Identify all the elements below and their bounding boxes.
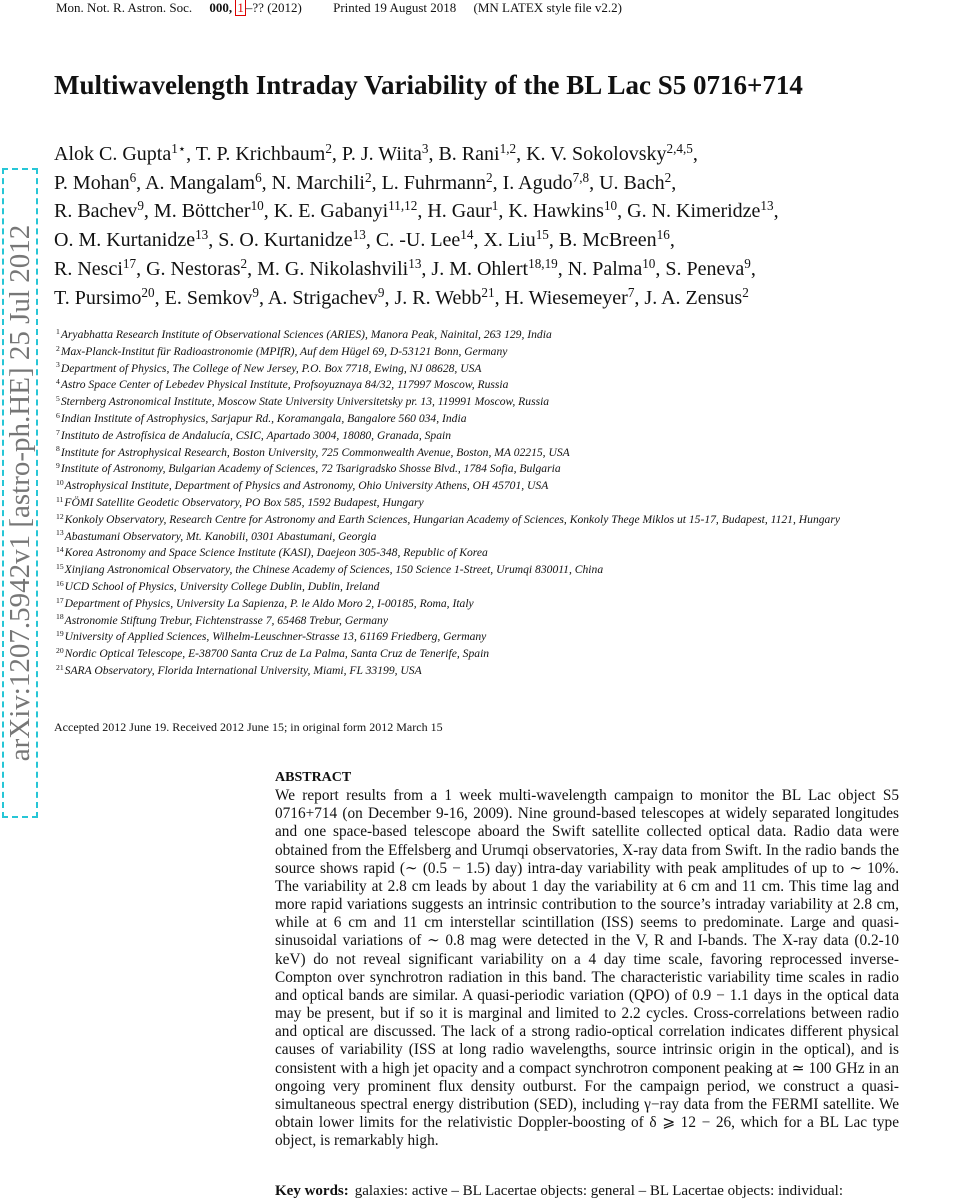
author-name: P. Mohan — [54, 171, 130, 194]
author-list — [54, 140, 954, 312]
author-affiliation-mark: 6 — [255, 169, 262, 185]
author: A. Mangalam$^6$, — [145, 169, 267, 194]
author: R. Bachev$^9$, — [54, 198, 149, 223]
author-affiliation-mark: 11,12 — [388, 198, 418, 214]
author-affiliation-mark: 2 — [240, 255, 248, 271]
author: B. Rani$^{1,2}$, — [438, 140, 522, 165]
affiliation-number: 20 — [56, 645, 64, 655]
affiliation-number: 16 — [56, 578, 64, 588]
author-affiliation-mark: 6 — [129, 169, 137, 185]
affiliation-item — [56, 646, 966, 663]
author-affiliation-mark: 10 — [603, 198, 618, 214]
author: U. Bach$^2$, — [599, 169, 677, 194]
affiliation-item — [56, 663, 966, 680]
affiliation-text: Astrophysical Institute, Department of Physics and Astronomy, Ohio University Athens, OH 45701, USA — [64, 479, 549, 493]
author-name: M. Böttcher — [153, 200, 251, 223]
author: B. McBreen$^{16}$, — [558, 226, 675, 252]
affiliation-number: 7 — [56, 427, 60, 437]
author-name: S. O. Kurtanidze — [218, 229, 353, 252]
affiliation-item — [56, 545, 966, 562]
author: C. -U. Lee$^{14}$, — [375, 226, 479, 252]
author-name: K. E. Gabanyi — [273, 200, 389, 223]
affiliation-item — [56, 445, 966, 462]
affiliation-text: Indian Institute of Astrophysics, Sarjapur Rd., Koramangala, Bangalore 560 034, India — [60, 411, 467, 425]
printed-date: Printed 19 August 2018 — [333, 0, 457, 15]
abstract-heading: ABSTRACT — [275, 770, 352, 785]
author-affiliation-mark: 15 — [535, 226, 549, 242]
affiliation-number: 21 — [56, 662, 64, 672]
author-affiliation-mark: 9 — [377, 284, 385, 300]
author-name: S. Peneva — [665, 257, 745, 280]
affiliation-number: 8 — [56, 444, 60, 454]
author: M. Böttcher$^{10}$, — [153, 198, 269, 223]
author-affiliation-mark: 1,2 — [499, 140, 517, 156]
author-name: Alok C. Gupta — [54, 143, 172, 165]
author: T. Pursimo$^{20}$, — [54, 284, 160, 309]
author: I. Agudo$^{7,8}$, — [502, 169, 595, 194]
author-affiliation-mark: 21 — [481, 284, 495, 300]
author: K. E. Gabanyi$^{11,12}$, — [273, 198, 423, 223]
author-name: H. Wiesemeyer — [504, 286, 628, 309]
author-name: I. Agudo — [502, 171, 573, 194]
author: H. Wiesemeyer$^7$, — [504, 284, 640, 309]
author-affiliation-mark: 20 — [141, 284, 155, 300]
author-affiliation-mark: 2 — [325, 140, 332, 156]
author-affiliation-mark: 2 — [364, 169, 372, 185]
author: N. Marchili$^2$, — [271, 169, 377, 194]
author-affiliation-mark: 9 — [744, 255, 751, 271]
affiliation-item — [56, 377, 966, 394]
author: S. O. Kurtanidze$^{13}$, — [218, 226, 371, 252]
affiliation-text: Max-Planck-Institut für Radioastronomie (MPIfR), Auf dem Hügel 69, D-53121 Bonn, Germany — [60, 344, 508, 358]
affiliation-item — [56, 495, 966, 512]
author-name: A. Mangalam — [145, 171, 256, 194]
author-name: O. M. Kurtanidze — [54, 229, 196, 252]
arxiv-stamp[interactable]: arXiv:1207.5942v1 [astro-ph.HE] 25 Jul 2012 — [2, 168, 38, 818]
author: P. J. Wiita$^3$, — [341, 140, 434, 165]
affiliation-number: 11 — [56, 494, 64, 504]
affiliation-text: Xinjiang Astronomical Observatory, the Chinese Academy of Sciences, 150 Science 1-Street, Urumqi 830011, China — [64, 563, 604, 577]
affiliation-text: Instituto de Astrofísica de Andalucía, CSIC, Apartado 3004, 18080, Granada, Spain — [60, 428, 452, 442]
affiliation-number: 5 — [56, 393, 60, 403]
author: G. N. Kimeridze$^{13}$, — [627, 198, 779, 223]
author-name: B. McBreen — [558, 229, 657, 252]
author: J. M. Ohlert$^{18,19}$, — [431, 255, 563, 280]
affiliation-text: Institute of Astronomy, Bulgarian Academy of Sciences, 72 Tsarigradsko Shosse Blvd., 1784 Sofia, Bulgaria — [60, 462, 561, 476]
abstract-text: We report results from a 1 week multi-wavelength campaign to monitor the BL Lac object S5 0716+714 (on December 9-16, 2009). Nine ground-based telescopes at widely separated longitudes and one space-based telescope aboard the Swift satellite collected optical data. Radio data were obtained from the Effelsberg and Urumqi observatories, X-ray data from Swift. In the radio bands the source shows rapid (∼ (0.5 − 1.5) day) intra-day variability with peak amplitudes of up to ∼ 10%. The variability at 2.8 cm leads by about 1 day the variability at 6 cm and 11 cm. This time lag and more rapid variations suggests an intrinsic contribution to the source’s intraday variability at 2.8 cm, while at 6 cm and 11 cm interstellar scintillation (ISS) seems to predominate. Large and quasi-sinusoidal variations of ∼ 0.8 mag were detected in the V, R and I-bands. The X-ray data (0.2-10 keV) do not reveal significant variability on a 4 day time scale, favoring reprocessed inverse-Compton over synchrotron radiation in this band. The characteristic variability time scales in radio and optical bands are similar. A quasi-periodic variation (QPO) of 0.9 − 1.1 days in the optical data may be present, but if so it is marginal and limited to 2.2 cycles. Cross-correlations between radio and optical are discussed. The lack of a strong radio-optical correlation indicates different physical causes of variability (ISS at long radio wavelengths, source intrinsic origin in the optical), and is consistent with a high jet opacity and a compact synchrotron component peaking at ≃ 100 GHz in an ongoing very prominent flux density outburst. For the campaign period, we construct a quasi-simultaneous spectral energy distribution (SED), including γ−ray data from the FERMI satellite. We obtain lower limits for the relativistic Doppler-boosting of δ ⩾ 12 − 26, which for a BL Lac type object, is remarkably high. — [275, 787, 899, 1150]
author: K. V. Sokolovsky$^{2,4,5}$, — [526, 140, 698, 165]
style-file: (MN LATEX style file v2.2) — [473, 0, 622, 15]
author-name: T. P. Krichbaum — [195, 143, 326, 165]
affiliation-item — [56, 562, 966, 579]
author-affiliation-mark: 18,19 — [528, 255, 558, 271]
author: E. Semkov$^9$, — [164, 284, 264, 309]
author: P. Mohan$^6$, — [54, 169, 142, 194]
affiliation-number: 19 — [56, 629, 64, 639]
author-name: R. Nesci — [54, 257, 123, 280]
author: Alok C. Gupta$^{1⋆}$, — [54, 140, 192, 165]
affiliation-item — [56, 344, 966, 361]
abstract-section — [275, 769, 899, 1150]
journal-name: Mon. Not. R. Astron. Soc. 000, 1 –?? (2012) — [56, 0, 302, 15]
affiliation-number: 6 — [56, 410, 60, 420]
author-affiliation-mark: 13 — [352, 226, 366, 242]
affiliation-text: Nordic Optical Telescope, E-38700 Santa Cruz de La Palma, Santa Cruz de Tenerife, Spain — [64, 647, 490, 661]
author-name: N. Palma — [567, 257, 643, 280]
affiliation-item — [56, 629, 966, 646]
affiliation-text: Abastumani Observatory, Mt. Kanobili, 0301 Abastumani, Georgia — [64, 529, 377, 543]
affiliation-number: 17 — [56, 595, 64, 605]
author-name: G. N. Kimeridze — [627, 200, 761, 223]
author-affiliation-mark: 13 — [408, 255, 422, 271]
author — [644, 284, 749, 309]
author-affiliation-mark: 9 — [252, 284, 259, 300]
author-name: J. R. Webb — [394, 286, 482, 309]
affiliation-text: University of Applied Sciences, Wilhelm-Leuschner-Strasse 13, 61169 Friedberg, Germany — [64, 630, 487, 644]
author-name: A. Strigachev — [267, 286, 378, 309]
author-name: J. M. Ohlert — [431, 257, 529, 280]
affiliation-item — [56, 327, 966, 344]
author-name: T. Pursimo — [54, 286, 142, 309]
affiliation-number: 2 — [56, 343, 60, 353]
affiliation-list — [56, 327, 966, 680]
affiliation-number: 13 — [56, 528, 64, 538]
author-name: E. Semkov — [164, 286, 253, 309]
author-name: L. Fuhrmann — [381, 171, 486, 194]
author-affiliation-mark: 3 — [421, 140, 429, 156]
affiliation-item — [56, 461, 966, 478]
affiliation-number: 3 — [56, 360, 60, 370]
author: H. Gaur$^1$, — [427, 198, 504, 223]
author-name: U. Bach — [599, 171, 665, 194]
affiliation-number: 12 — [56, 511, 64, 521]
author-affiliation-mark: 1⋆ — [171, 140, 187, 156]
author: S. Peneva$^9$, — [665, 255, 756, 280]
affiliation-text: Sternberg Astronomical Institute, Moscow State University Universitetsky pr. 13, 119991 Moscow, Russia — [60, 395, 550, 409]
author-name: H. Gaur — [427, 200, 492, 223]
author: G. Nestoras$^2$, — [146, 255, 253, 280]
author-name: G. Nestoras — [146, 257, 241, 280]
author-name: K. V. Sokolovsky — [526, 143, 667, 165]
author-name: R. Bachev — [54, 200, 138, 223]
affiliation-text: Korea Astronomy and Space Science Institute (KASI), Daejeon 305-348, Republic of Korea — [64, 546, 488, 560]
keywords-text: galaxies: active – BL Lacertae objects: general – BL Lacertae objects: individual: — [354, 1183, 844, 1199]
affiliation-number: 14 — [56, 545, 64, 555]
affiliation-text: FÖMI Satellite Geodetic Observatory, PO Box 585, 1592 Budapest, Hungary — [64, 495, 424, 509]
author: X. Liu$^{15}$, — [483, 226, 554, 252]
author: K. Hawkins$^{10}$, — [508, 198, 623, 223]
author-affiliation-mark: 9 — [137, 198, 144, 214]
author-name: P. J. Wiita — [341, 143, 422, 165]
accepted-line: Accepted 2012 June 19. Received 2012 June 15; in original form 2012 March 15 — [54, 720, 443, 734]
affiliation-number: 18 — [56, 612, 64, 622]
affiliation-text: Department of Physics, The College of New Jersey, P.O. Box 7718, Ewing, NJ 08628, USA — [60, 361, 482, 375]
author: M. G. Nikolashvili$^{13}$, — [257, 255, 427, 280]
author: N. Palma$^{10}$, — [567, 255, 661, 280]
author-name: J. A. Zensus — [644, 286, 743, 309]
author-affiliation-mark: 2 — [664, 169, 672, 185]
author: O. M. Kurtanidze$^{13}$, — [54, 226, 214, 252]
author-affiliation-mark: 2 — [486, 169, 493, 185]
affiliation-text: Department of Physics, University La Sapienza, P. le Aldo Moro 2, I-00185, Roma, Italy — [64, 596, 474, 610]
affiliation-item — [56, 478, 966, 495]
affiliation-text: UCD School of Physics, University College Dublin, Dublin, Ireland — [64, 579, 380, 593]
affiliation-item — [56, 361, 966, 378]
author: T. P. Krichbaum$^2$, — [195, 140, 337, 165]
author-affiliation-mark: 10 — [250, 198, 264, 214]
author-name: K. Hawkins — [508, 200, 604, 223]
affiliation-number: 1 — [56, 326, 60, 336]
keywords-label: Key words: — [275, 1183, 349, 1199]
affiliation-number: 4 — [56, 377, 60, 387]
affiliation-text: Astronomie Stiftung Trebur, Fichtenstrasse 7, 65468 Trebur, Germany — [64, 613, 388, 627]
author-affiliation-mark: 13 — [195, 226, 209, 242]
affiliation-number: 10 — [56, 477, 64, 487]
author-affiliation-mark: 1 — [491, 198, 499, 214]
author-affiliation-mark: 7,8 — [572, 169, 590, 185]
affiliation-item — [56, 529, 966, 546]
author: L. Fuhrmann$^2$, — [381, 169, 498, 194]
affiliation-text: Institute for Astrophysical Research, Boston University, 725 Commonwealth Avenue, Boston, MA 02215, USA — [60, 445, 570, 459]
author-name: N. Marchili — [271, 171, 365, 194]
affiliation-item — [56, 428, 966, 445]
affiliation-item — [56, 579, 966, 596]
author-affiliation-mark: 2,4,5 — [666, 140, 693, 156]
author-affiliation-mark: 17 — [122, 255, 137, 271]
affiliation-text: Astro Space Center of Lebedev Physical Institute, Profsoyuznaya 84/32, 117997 Moscow, Russia — [60, 378, 509, 392]
affiliation-item — [56, 512, 966, 529]
affiliation-item — [56, 394, 966, 411]
author-name: X. Liu — [483, 229, 536, 252]
author: R. Nesci$^{17}$, — [54, 255, 142, 280]
author-affiliation-mark: 14 — [460, 226, 474, 242]
running-header — [56, 0, 636, 16]
author-affiliation-mark: 7 — [627, 284, 635, 300]
page-link[interactable]: 1 — [237, 0, 244, 15]
author: A. Strigachev$^9$, — [267, 284, 390, 309]
author-affiliation-mark: 10 — [642, 255, 656, 271]
paper-title: Multiwavelength Intraday Variability of the BL Lac S5 0716+714 — [54, 70, 803, 100]
author-name: B. Rani — [438, 143, 500, 165]
author-name: C. -U. Lee — [375, 229, 461, 252]
affiliation-item — [56, 596, 966, 613]
affiliation-text: Konkoly Observatory, Research Centre for Astronomy and Earth Sciences, Hungarian Academy of Sciences, Konkoly Thege Miklos ut 15-17, Budapest, 1121, Hungary — [64, 512, 840, 526]
author-affiliation-mark: 2 — [742, 284, 749, 300]
affiliation-number: 9 — [56, 461, 60, 471]
author-affiliation-mark: 16 — [656, 226, 670, 242]
affiliation-item — [56, 411, 966, 428]
affiliation-item — [56, 613, 966, 630]
affiliation-text: Aryabhatta Research Institute of Observational Sciences (ARIES), Manora Peak, Nainital, 263 129, India — [60, 328, 552, 341]
author-affiliation-mark: 13 — [760, 198, 774, 214]
affiliation-number: 15 — [56, 561, 64, 571]
affiliation-text: SARA Observatory, Florida International University, Miami, FL 33199, USA — [64, 663, 422, 677]
author: J. R. Webb$^{21}$, — [394, 284, 500, 309]
author-name: M. G. Nikolashvili — [257, 257, 409, 280]
keywords-line — [275, 1183, 915, 1200]
